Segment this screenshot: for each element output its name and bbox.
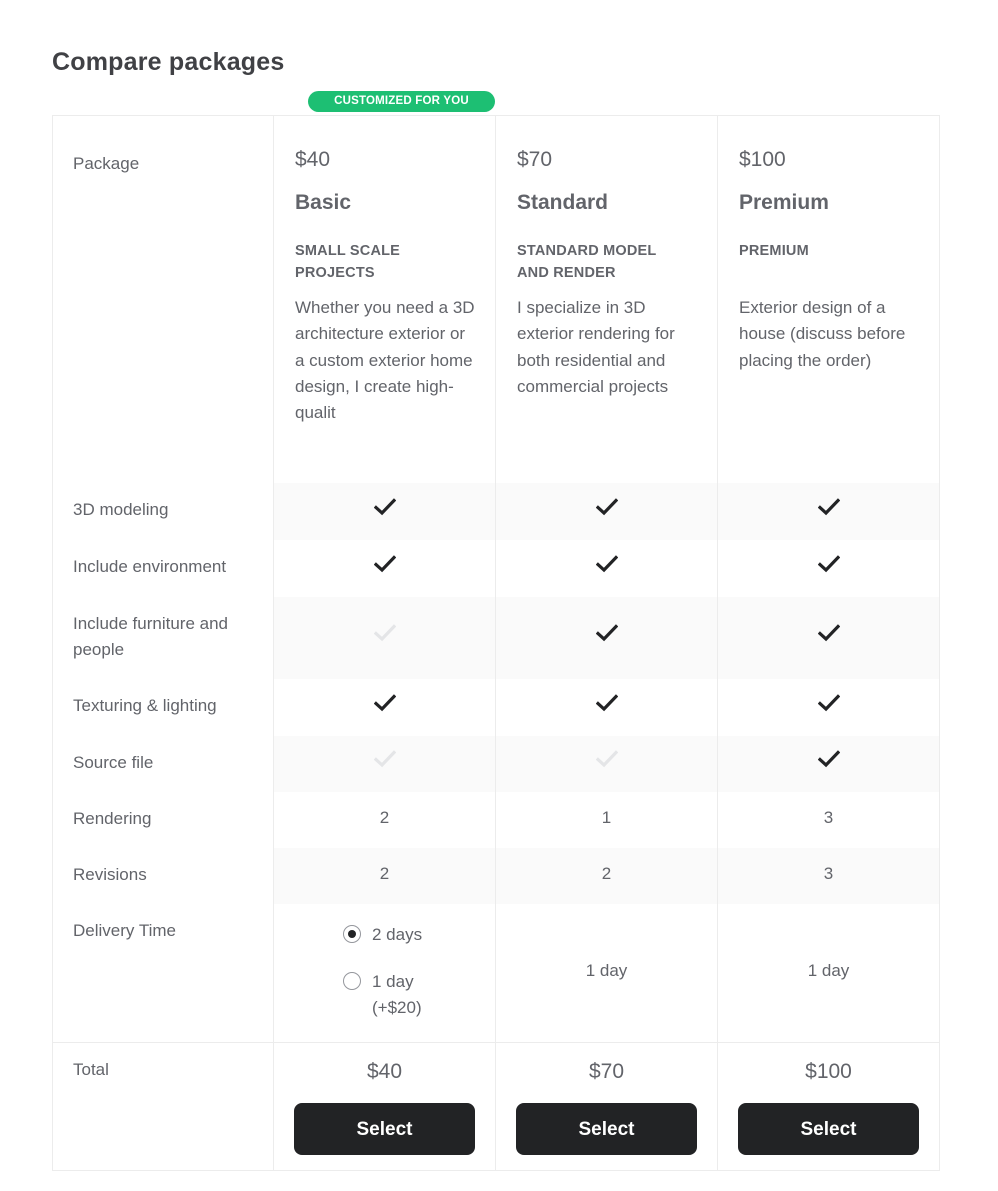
standard-revisions-value: 2 [601,864,612,883]
row-divider [53,1042,939,1043]
page-title: Compare packages [52,48,285,76]
check-icon [274,694,495,717]
premium-delivery: 1 day [807,961,850,980]
radio-selected-icon[interactable] [343,925,361,943]
basic-select-button[interactable]: Select [294,1103,475,1155]
check-icon [274,555,495,578]
check-icon [274,498,495,521]
check-icon [718,624,939,647]
check-icon [718,694,939,717]
standard-name: Standard [517,191,609,214]
check-disabled-icon [274,750,495,773]
check-disabled-icon [274,624,495,647]
delivery-option-1-day[interactable] [343,969,432,1021]
feature-label-revisions: Revisions [73,865,147,884]
feature-label-include-environment: Include environment [73,557,227,576]
standard-delivery: 1 day [585,961,628,980]
check-icon [718,750,939,773]
premium-name: Premium [739,191,829,214]
delivery-option-label: 2 days [372,925,423,944]
feature-label-include-furniture-people: Include furniture and people [73,614,228,659]
premium-total: $100 [805,1060,852,1083]
basic-total: $40 [366,1060,403,1083]
check-icon [718,555,939,578]
standard-price: $70 [517,148,553,171]
check-icon [496,624,717,647]
feature-label-texturing-lighting: Texturing & lighting [73,696,217,715]
check-disabled-icon [496,750,717,773]
premium-revisions-value: 3 [823,864,834,883]
premium-select-button[interactable]: Select [738,1103,919,1155]
package-label: Package [73,154,140,173]
delivery-option-label: 1 day (+$20) [372,972,422,1017]
delivery-option-2-days[interactable] [343,922,422,948]
standard-description: I specialize in 3D exterior rendering for both residential and commercial projects [517,298,675,396]
standard-rendering-value: 1 [601,808,612,827]
check-icon [718,498,939,521]
standard-subtitle: STANDARD MODEL AND RENDER [517,243,657,281]
feature-label-rendering: Rendering [73,809,152,828]
premium-description: Exterior design of a house (discuss before placing the order) [739,298,906,370]
check-icon [496,498,717,521]
radio-unselected-icon[interactable] [343,972,361,990]
premium-price: $100 [739,148,786,171]
standard-total: $70 [588,1060,625,1083]
basic-description: Whether you need a 3D architecture exterior or a custom exterior home design, I create high-qualit [295,298,475,423]
feature-label-3d-modeling: 3D modeling [73,500,169,519]
basic-name: Basic [295,191,352,214]
feature-label-source-file: Source file [73,753,154,772]
check-icon [496,694,717,717]
check-icon [496,555,717,578]
premium-subtitle: PREMIUM [739,243,809,259]
delivery-time-label: Delivery Time [73,921,176,940]
compare-table [52,115,940,1171]
standard-select-button[interactable]: Select [516,1103,697,1155]
basic-subtitle: SMALL SCALE PROJECTS [295,243,401,281]
premium-rendering-value: 3 [823,808,834,827]
customized-badge: CUSTOMIZED FOR YOU [308,91,495,112]
basic-revisions-value: 2 [379,864,390,883]
basic-rendering-value: 2 [379,808,390,827]
total-label: Total [73,1060,109,1079]
basic-price: $40 [295,148,331,171]
